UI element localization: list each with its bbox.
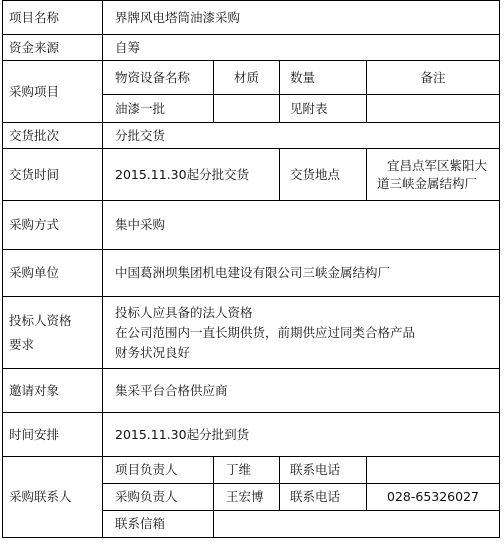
- project-name-value: 界牌风电塔筒油漆采购: [103, 1, 500, 35]
- row-bidder-qualification: [3, 297, 500, 369]
- row-project-name: [3, 1, 500, 35]
- header-material: 材质: [214, 61, 280, 95]
- row-delivery-time: [3, 149, 500, 201]
- contact-phone: 028-65326027: [367, 484, 500, 511]
- fund-source-value: 自筹: [103, 35, 500, 61]
- delivery-time-label: 交货时间: [3, 149, 103, 201]
- header-item-name: 物资设备名称: [103, 61, 214, 95]
- delivery-time-value: 2015.11.30起分批交货: [103, 149, 280, 201]
- qualification-line: 在公司范围内一直长期供货，前期供应过同类合格产品: [115, 324, 416, 340]
- row-contact-project-lead: [3, 457, 500, 484]
- row-procurement-method: [3, 201, 500, 250]
- remark-cell: [367, 95, 500, 123]
- invited-parties-label: 邀请对象: [3, 369, 103, 413]
- schedule-value: 2015.11.30起分批到货: [103, 413, 500, 457]
- quantity-cell: 见附表: [280, 95, 367, 123]
- bidder-qualification-label-line-2: 要求: [9, 336, 35, 352]
- procurement-method-value: 集中采购: [103, 201, 500, 250]
- fund-source-label: 资金来源: [3, 35, 103, 61]
- contact-phone: [367, 457, 500, 484]
- procurement-unit-value: 中国葛洲坝集团机电建设有限公司三峡金属结构厂: [103, 250, 500, 297]
- delivery-batch-label: 交货批次: [3, 123, 103, 149]
- delivery-place-value: [367, 149, 500, 201]
- row-schedule: [3, 413, 500, 457]
- row-procurement-item-header: [3, 61, 500, 95]
- contact-role: 采购负责人: [103, 484, 214, 511]
- procurement-unit-label: 采购单位: [3, 250, 103, 297]
- schedule-label: 时间安排: [3, 413, 103, 457]
- bidder-qualification-label: [3, 297, 103, 369]
- row-procurement-unit: [3, 250, 500, 297]
- procurement-method-label: 采购方式: [3, 201, 103, 250]
- contact-name: 王宏博: [214, 484, 280, 511]
- row-invited-parties: [3, 369, 500, 413]
- delivery-batch-value: 分批交货: [103, 123, 500, 149]
- qualification-line: 财务状况良好: [115, 344, 191, 360]
- bidder-qualification-label-line-1: 投标人资格: [9, 312, 72, 328]
- contact-email-label: 联系信箱: [103, 511, 214, 538]
- bidder-qualification-value: [103, 297, 500, 369]
- delivery-place-line-1: 宜昌点军区紫阳大: [387, 157, 488, 173]
- item-name-cell: 油漆一批: [103, 95, 214, 123]
- procurement-info-table: [2, 0, 500, 538]
- contact-role: 项目负责人: [103, 457, 214, 484]
- row-fund-source: [3, 35, 500, 61]
- contact-email-value: [214, 511, 500, 538]
- contact-phone-label: 联系电话: [280, 484, 367, 511]
- contact-phone-label: 联系电话: [280, 457, 367, 484]
- material-cell: [214, 95, 280, 123]
- project-name-label: 项目名称: [3, 1, 103, 35]
- qualification-line: 投标人应具备的法人资格: [115, 304, 253, 320]
- contact-name: 丁维: [214, 457, 280, 484]
- header-quantity: 数量: [280, 61, 367, 95]
- procurement-item-label: 采购项目: [3, 61, 103, 123]
- row-delivery-batch: [3, 123, 500, 149]
- delivery-place-line-2: 道三峡金属结构厂: [377, 175, 478, 191]
- delivery-place-label: 交货地点: [280, 149, 367, 201]
- invited-parties-value: 集采平台合格供应商: [103, 369, 500, 413]
- contacts-label: 采购联系人: [3, 457, 103, 538]
- header-remark: 备注: [367, 61, 500, 95]
